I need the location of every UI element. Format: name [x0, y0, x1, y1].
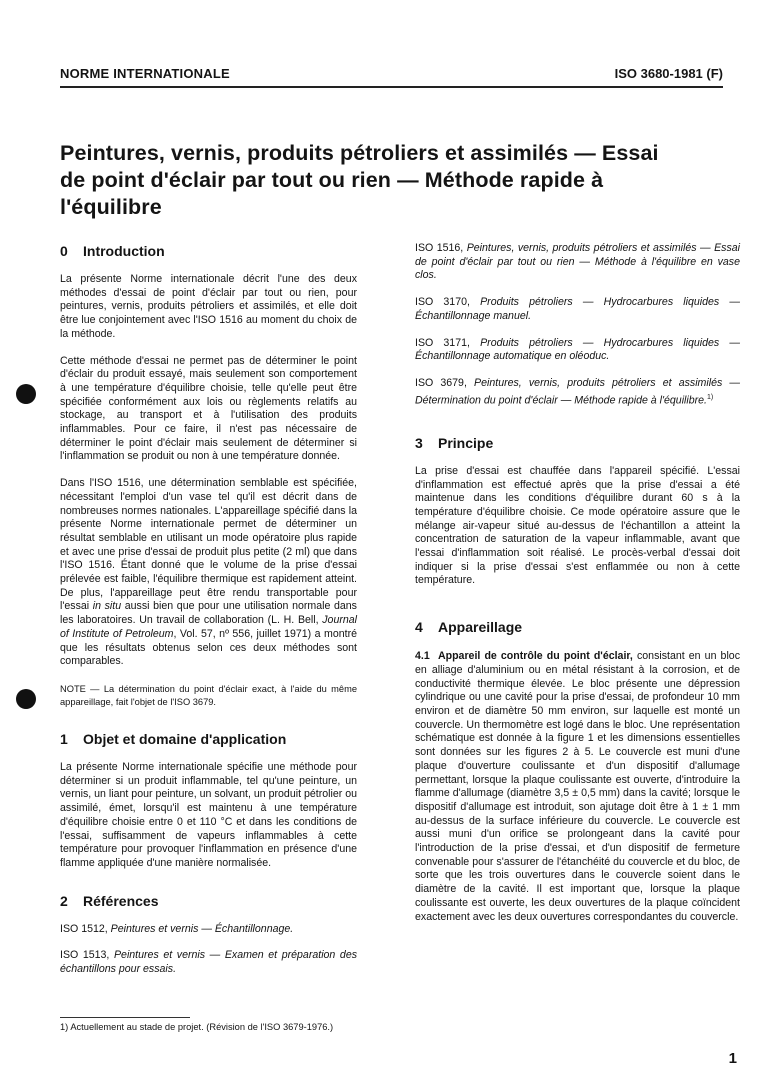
intro-note: NOTE — La détermination du point d'éclair exact, à l'aide du même appareillage, fait l'objet de l'ISO 3679. [60, 683, 357, 707]
margin-bullet-icon [16, 689, 36, 709]
intro-paragraph-2: Cette méthode d'essai ne permet pas de déterminer le point d'éclair du produit essayé, mais seulement son comportement à une température d'équilibre choisie, telle qu'elle peut être spécifiée conformément aux lois ou règlements relatifs au stockage, au transport et à l'utilisation des produits inflammables. Pour ce faire, il n'est pas nécessaire de déterminer le point d'éclair mais seulement de déterminer si l'inflammation se produit ou non à une température donnée. [60, 354, 357, 463]
standard-number: ISO 3680-1981 (F) [614, 66, 723, 81]
section-heading-principle: 3 Principe [415, 434, 494, 451]
section-heading-references: 2 Références [60, 892, 159, 909]
title-line-3: l'équilibre [60, 195, 162, 219]
section-heading-apparatus: 4 Appareillage [415, 619, 523, 636]
section-heading-introduction: 0 Introduction [60, 243, 165, 259]
page-number: 1 [728, 1050, 737, 1067]
reference-item: ISO 1513, Peintures et vernis — Examen et préparation des échantillons pour essais. [60, 949, 358, 976]
section-heading-scope: 1 Objet et domaine d'application [60, 730, 287, 747]
footnote-divider [60, 1017, 190, 1018]
reference-item: ISO 1516, Peintures, vernis, produits pétroliers et assimilés — Essai de point d'éclair par tout ou rien — Méthode à l'équilibre en vase clos. [415, 242, 741, 282]
reference-item: ISO 3171, Produits pétroliers — Hydrocarbures liquides — Échantillonnage automatique en oléoduc. [415, 336, 740, 363]
title-line-2: de point d'éclair par tout ou rien — Méthode rapide à [60, 168, 604, 192]
principle-paragraph: La prise d'essai est chauffée dans l'appareil spécifié. L'essai d'inflammation est effectué après que la prise d'essai a été maintenue dans les conditions d'équilibre durant 60 s à la température d'équilibre choisie. Ce mode opératoire assure que le mélange air-vapeur situé au-dessus de l'échantillon a atteint la concentration de saturation de la vapeur inflammable, avant que l'essai d'inflammation soit réalisé. Le procès-verbal d'essai doit indiquer si la prise d'essai s'est enflammée ou non à cette température. [415, 464, 740, 587]
title-line-1: Peintures, vernis, produits pétroliers et assimilés — Essai [60, 141, 659, 165]
intro-paragraph-3: Dans l'ISO 1516, une détermination semblable est spécifiée, nécessitant l'emploi d'un vase tel qu'il est décrit dans de nombreuses normes nationales. L'appareillage spécifié dans la présente Norme internationale permet de déterminer un résultat semblable en utilisant un mode opératoire plus rapide et avec une prise d'essai de produit plus petite (2 ml) que dans l'ISO 1516. Étant donné que le volume de la prise d'essai prélevée est faible, l'équilibre thermique est rapidement atteint. De plus, l'appareillage peut être rendu transportable pour l'essai in situ aussi bien que pour une utilisation normale dans les laboratoires. Un travail de collaboration (L. H. Bell, Journal of Institute of Petroleum, Vol. 57, nº 556, juillet 1971) a montré que les résultats obtenus selon ces deux méthodes sont comparables. [60, 477, 357, 668]
footnote-marker: 1) [707, 393, 714, 401]
page-title [60, 140, 740, 221]
scope-paragraph: La présente Norme internationale spécifie une méthode pour déterminer si un produit inflammable, tel qu'une peinture, un vernis, un liant pour peinture, un solvant, un produit pétrolier ou assimilé, émet, lorsqu'il est maintenu à une température d'équilibre choisie entre 0 et 110 °C et dans les conditions de l'essai, suffisamment de vapeurs inflammables à cette température pour provoquer l'inflammation en présence d'une flamme appliquée d'une manière normalisée. [60, 760, 357, 869]
reference-item: ISO 3679, Peintures, vernis, produits pétroliers et assimilés — Détermination du point d'éclair — Méthode rapide à l'équilibre.$^{1)}$ [415, 376, 741, 407]
reference-item: ISO 1512, Peintures et vernis — Échantillonnage. [60, 922, 294, 935]
reference-item: ISO 3170, Produits pétroliers — Hydrocarbures liquides — Échantillonnage manuel. [415, 296, 740, 322]
intro-paragraph-1: La présente Norme internationale décrit l'une des deux méthodes d'essai de point d'éclair par tout ou rien, pour peintures, vernis, produits pétroliers et assimilés, et elle doit être lue conjointement avec l'ISO 1516 au moment du choix de la méthode. [60, 273, 357, 340]
left-column [60, 242, 357, 977]
document-type: NORME INTERNATIONALE [60, 66, 230, 81]
margin-bullet-icon [16, 384, 36, 404]
apparatus-paragraph: 4.1 Appareil de contrôle du point d'éclair, consistant en un bloc en alliage d'aluminium ou en métal résistant à la corrosion, et de conductivité thermique élevée. Le bloc présente une dépression cylindrique ou une cavité pour la prise d'essai, de profondeur 10 mm environ et de diamètre 50 mm environ, sur laquelle est monté un couvercle. Un thermomètre est logé dans le bloc. Une représentation schématique est donnée à la figure 1 et les dimensions essentielles sont données sur les figures 2 à 5. Le couvercle est muni d'une plaque d'ouverture coulissante et d'un dispositif d'allumage permettant, lorsque la plaque coulissante est ouverte, d'introduire la flamme d'allumage (diamètre 3,5 ± 0,5 mm) dans la cavité; lorsque le dispositif d'allumage est introduit, son ajutage doit être à 1 ± 1 mm au-dessus de la surface inférieure du couvercle. Le couvercle est aussi muni d'un orifice se prolongeant dans la cavité pour l'introduction de la prise d'essai, et d'un dispositif de fermeture convenable pour s'assurer de l'étanchéité du couvercle et du bloc, de sorte que les trois ouvertures dans le couvercle soient dans le diamètre de la cavité. Il est important que, lorsque la plaque coulissante est ouverte, les deux ouvertures de la plaque coïncident exactement avec les deux ouvertures correspondantes du couvercle. [415, 650, 740, 923]
right-column [415, 242, 740, 924]
header-divider [60, 86, 723, 88]
footnote: 1) Actuellement au stade de projet. (Révision de l'ISO 3679-1976.) [60, 1022, 334, 1032]
